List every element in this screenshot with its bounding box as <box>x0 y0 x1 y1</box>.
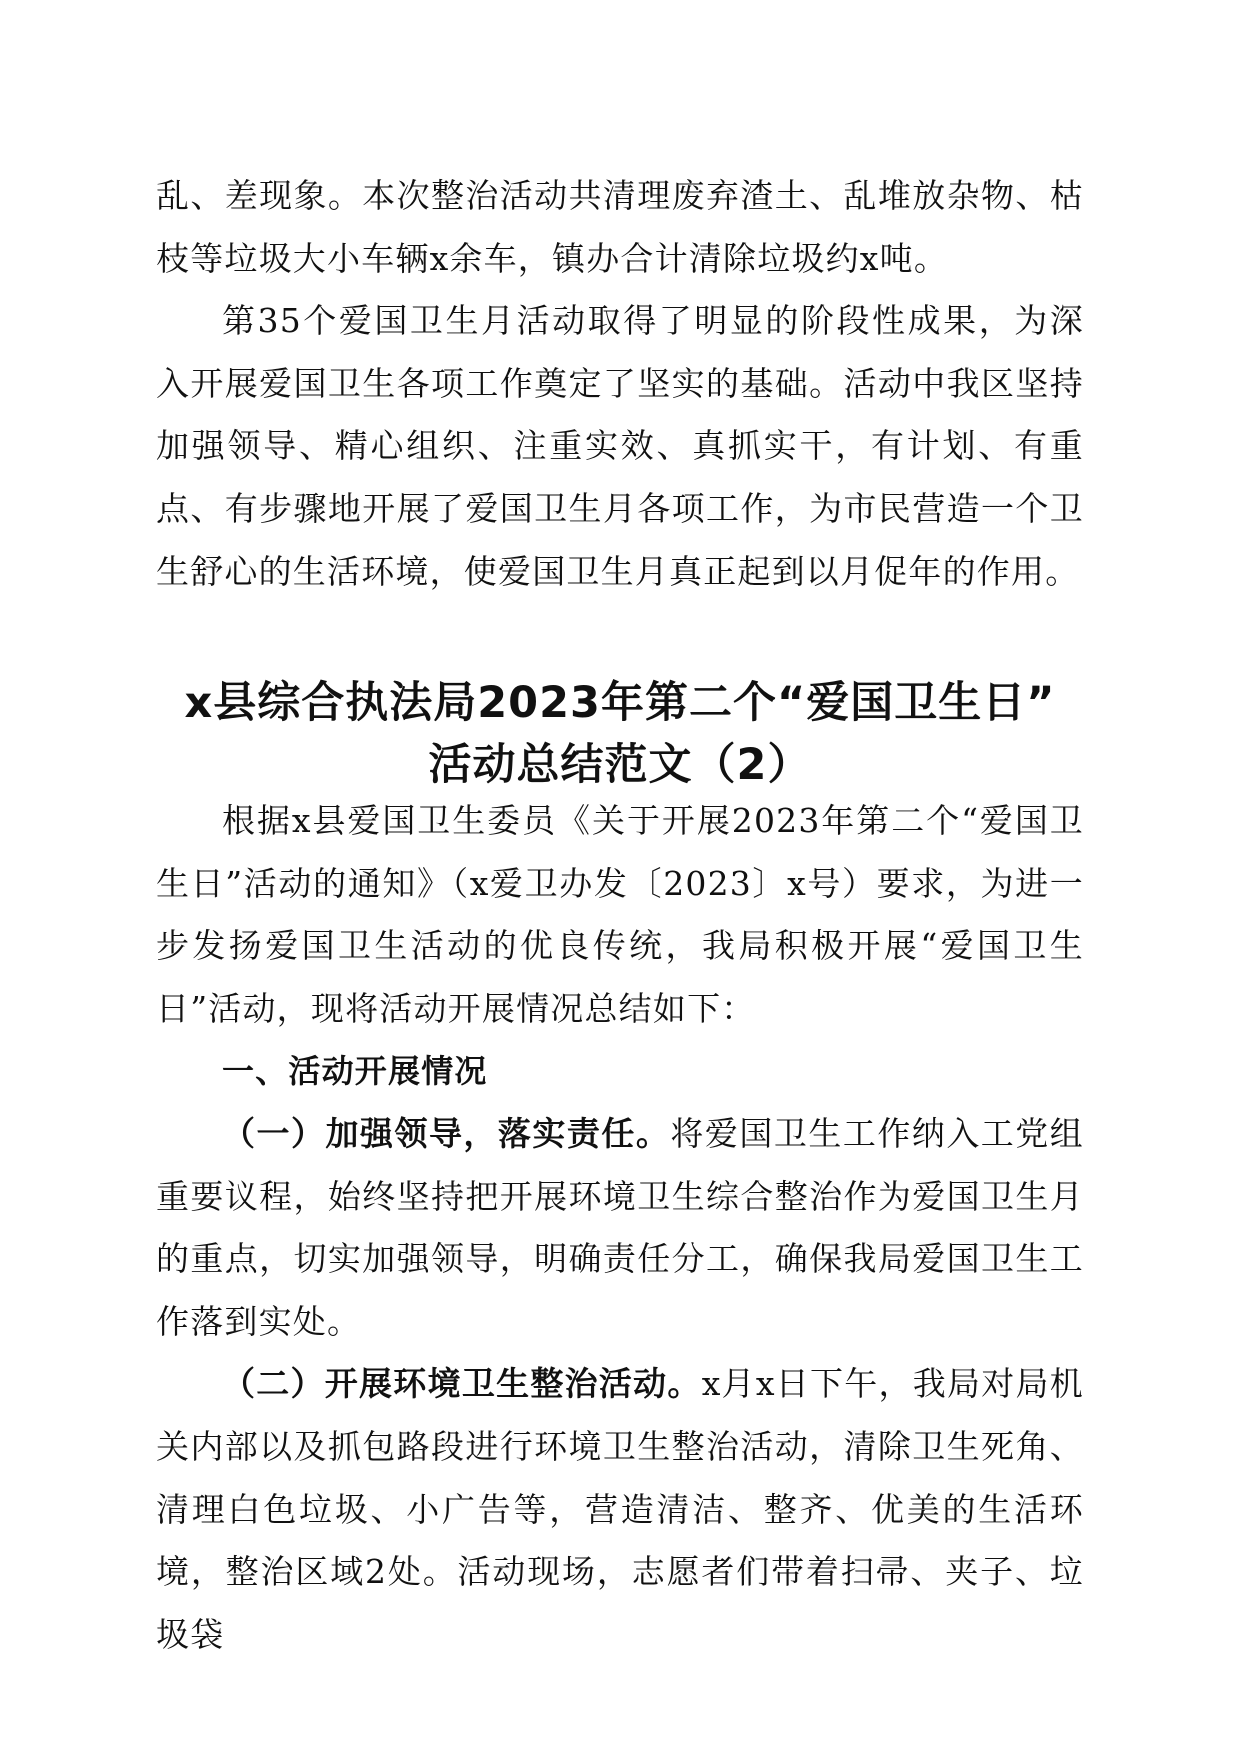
intro-paragraph: 根据x县爱国卫生委员《关于开展2023年第二个“爱国卫生日”活动的通知》（x爱卫办发〔2023〕x号）要求，为进一步发扬爱国卫生活动的优良传统，我局积极开展“爱国卫生日”活动，现将活动开展情况总结如下： <box>156 801 1084 1028</box>
section-heading: 一、活动开展情况 <box>222 1052 488 1091</box>
article-title <box>80 672 1160 796</box>
item-text: 将爱国卫生工作纳入工党组重要议程，始终坚持把开展环境卫生综合整治作为爱国卫生月的重点，切实加强领导，明确责任分工，确保我局爱国卫生工作落到实处。 <box>156 1113 1084 1341</box>
previous-section <box>156 165 1084 603</box>
continued-paragraph: 乱、差现象。本次整治活动共清理废弃渣土、乱堆放杂物、枯枝等垃圾大小车辆x余车，镇办合计清除垃圾约x吨。 <box>156 176 1084 278</box>
item-text: x月x日下午，我局对局机关内部以及抓包路段进行环境卫生整治活动，清除卫生死角、清理白色垃圾、小广告等，营造清洁、整齐、优美的生活环境，整治区域2处。活动现场，志愿者们带着扫帚、夹子、垃圾袋 <box>156 1364 1084 1654</box>
article-body <box>156 790 1084 1666</box>
closing-paragraph: 第35个爱国卫生月活动取得了明显的阶段性成果，为深入开展爱国卫生各项工作奠定了坚实的基础。活动中我区坚持加强领导、精心组织、注重实效、真抓实干，有计划、有重点、有步骤地开展了爱国卫生月各项工作，为市民营造一个卫生舒心的生活环境，使爱国卫生月真正起到以月促年的作用。 <box>156 301 1084 591</box>
list-item <box>156 1353 1084 1666</box>
item-lead: （一）加强领导，落实责任。 <box>222 1113 671 1153</box>
list-item <box>156 1103 1084 1353</box>
item-lead: （二）开展环境卫生整治活动。 <box>222 1364 702 1404</box>
article-title-line-2: 活动总结范文（2） <box>428 740 812 790</box>
article-title-line-1: x县综合执法局2023年第二个“爱国卫生日” <box>184 678 1056 728</box>
